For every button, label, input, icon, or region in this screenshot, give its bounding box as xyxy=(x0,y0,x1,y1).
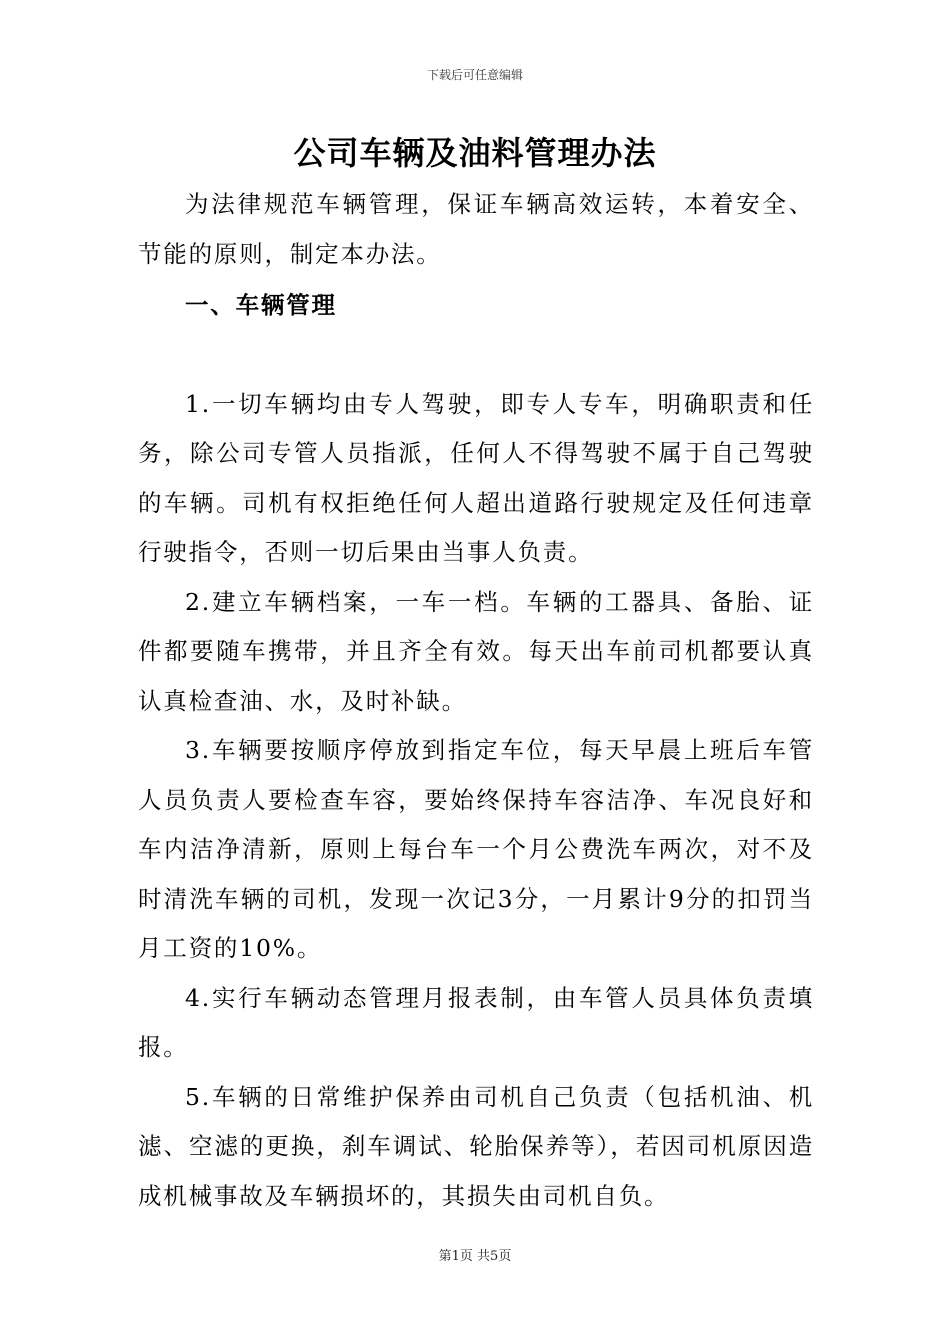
list-item: 2.建立车辆档案，一车一档。车辆的工器具、备胎、证件都要随车携带，并且齐全有效。每天出车前司机都要认真认真检查油、水，及时补缺。 xyxy=(138,587,814,715)
spacer xyxy=(138,331,814,380)
list-item: 3.车辆要按顺序停放到指定车位，每天早晨上班后车管人员负责人要检查车容，要始终保持车容洁净、车况良好和车内洁净清新，原则上每台车一个月公费洗车两次，对不及时清洗车辆的司机，发现一次记3分，一月累计9分的扣罚当月工资的10%。 xyxy=(138,736,814,962)
list-item: 5.车辆的日常维护保养由司机自己负责（包括机油、机滤、空滤的更换，刹车调试、轮胎保养等），若因司机原因造成机械事故及车辆损坏的，其损失由司机自负。 xyxy=(138,1082,814,1210)
intro-paragraph: 为法律规范车辆管理，保证车辆高效运转，本着安全、节能的原则，制定本办法。 xyxy=(138,190,814,268)
list-item: 4.实行车辆动态管理月报表制，由车管人员具体负责填报。 xyxy=(138,983,814,1061)
document-title: 公司车辆及油料管理办法 xyxy=(293,134,657,172)
page-number: 第1页 共5页 xyxy=(438,1249,512,1264)
list-item: 1.一切车辆均由专人驾驶，即专人专车，明确职责和任务，除公司专管人员指派，任何人不得驾驶不属于自己驾驶的车辆。司机有权拒绝任何人超出道路行驶规定及任何违章行驶指令，否则一切后果由当事人负责。 xyxy=(138,389,814,566)
document-body xyxy=(138,180,814,1221)
section-heading: 一、车辆管理 xyxy=(185,291,337,319)
header-note: 下载后可任意编辑 xyxy=(426,68,523,82)
